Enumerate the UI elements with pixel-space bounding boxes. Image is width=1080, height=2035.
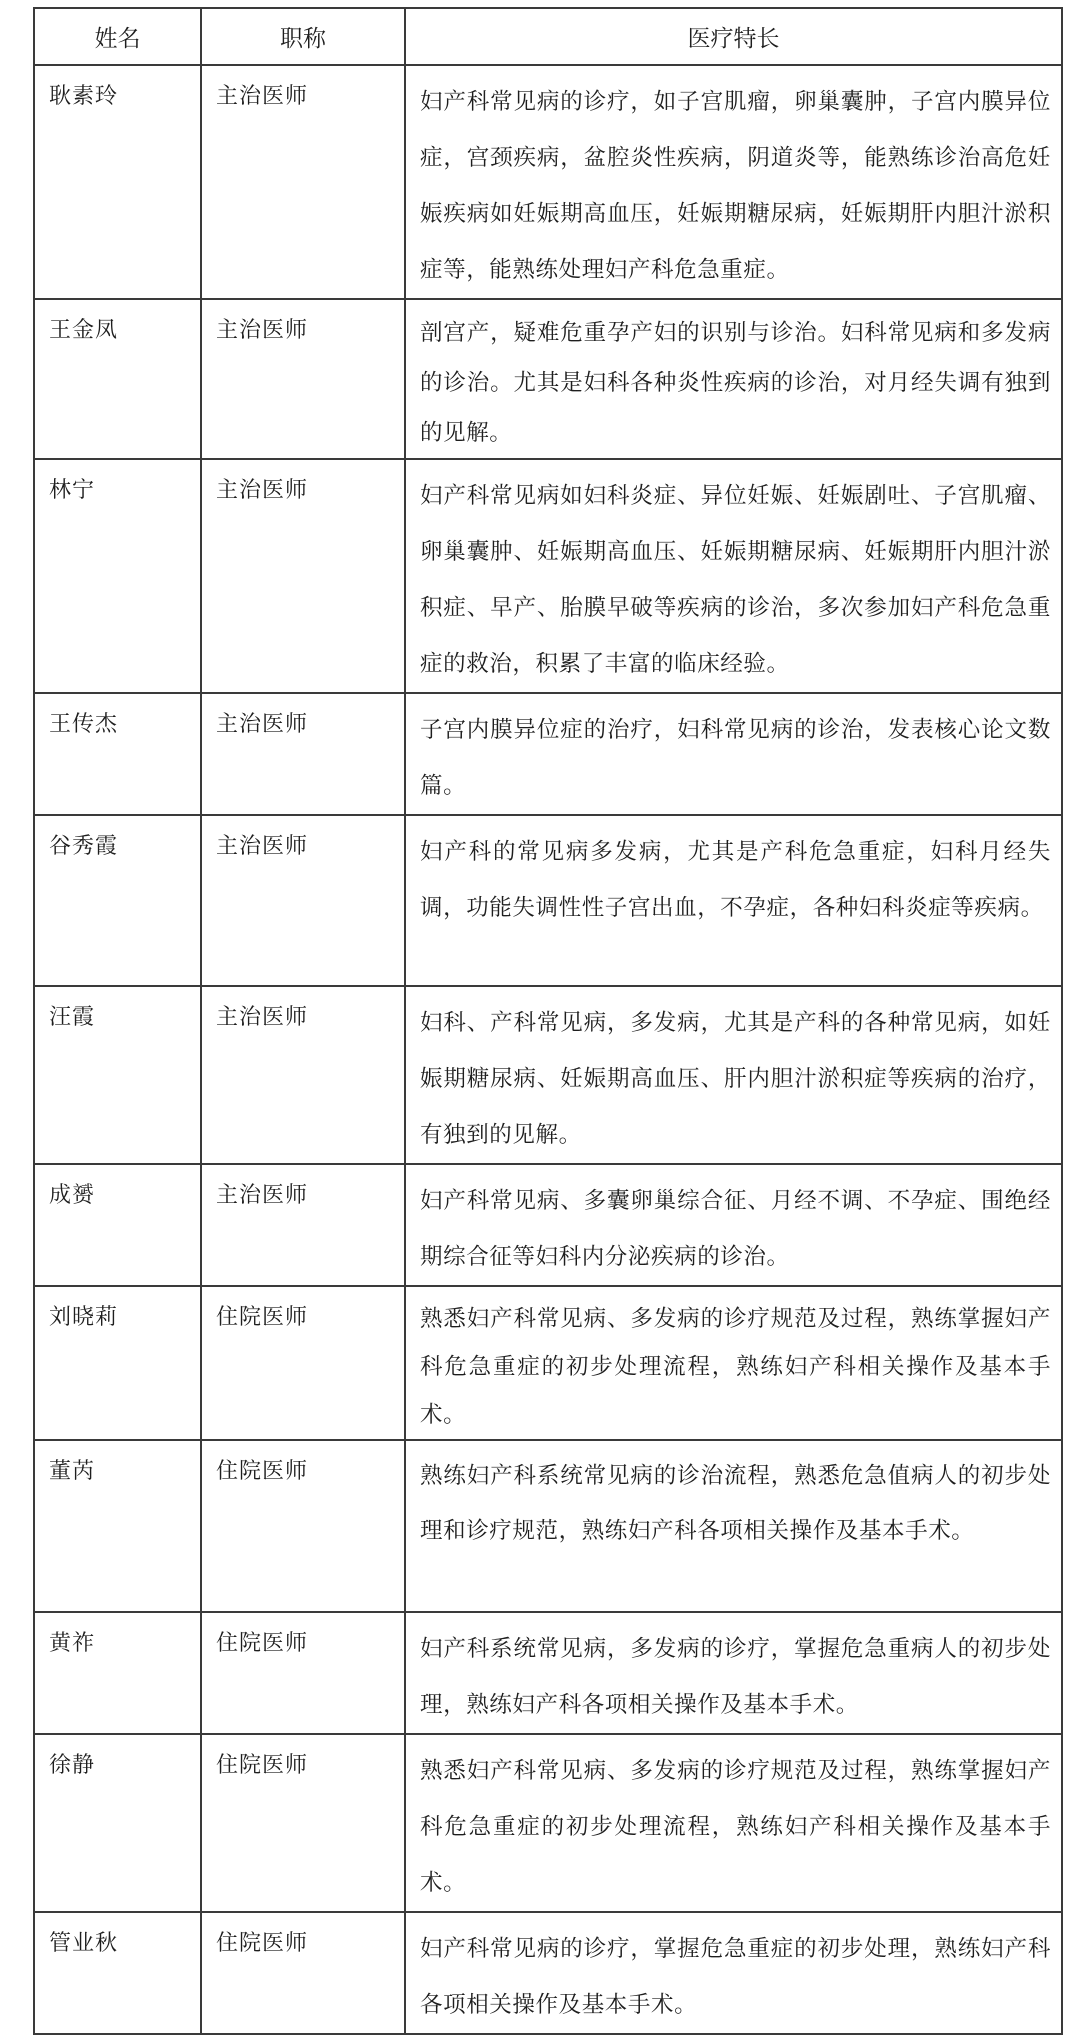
doctor-name: 耿素玲 xyxy=(34,65,201,299)
table-row xyxy=(34,1612,1062,1734)
doctor-title: 住院医师 xyxy=(201,1612,405,1734)
table-row xyxy=(34,65,1062,299)
doctor-specialty: 子宫内膜异位症的治疗，妇科常见病的诊治，发表核心论文数篇。 xyxy=(405,693,1062,815)
header-specialty: 医疗特长 xyxy=(405,8,1062,65)
doctor-specialty: 妇产科常见病的诊疗，如子宫肌瘤，卵巢囊肿，子宫内膜异位症，宫颈疾病，盆腔炎性疾病，阴道炎等，能熟练诊治高危妊娠疾病如妊娠期高血压，妊娠期糖尿病，妊娠期肝内胆汁淤积症等，能熟练处理妇产科危急重症。 xyxy=(405,65,1062,299)
doctor-title: 住院医师 xyxy=(201,1286,405,1440)
table-row xyxy=(34,1286,1062,1440)
table-row xyxy=(34,1164,1062,1286)
doctor-title: 主治医师 xyxy=(201,986,405,1164)
doctor-name: 刘晓莉 xyxy=(34,1286,201,1440)
doctor-name: 徐静 xyxy=(34,1734,201,1912)
doctor-name: 谷秀霞 xyxy=(34,815,201,986)
doctor-name: 董芮 xyxy=(34,1440,201,1612)
doctor-title: 主治医师 xyxy=(201,65,405,299)
table-row xyxy=(34,986,1062,1164)
table-row xyxy=(34,693,1062,815)
doctor-title: 主治医师 xyxy=(201,693,405,815)
doctor-name: 黄祚 xyxy=(34,1612,201,1734)
header-name: 姓名 xyxy=(34,8,201,65)
doctor-specialty: 熟悉妇产科常见病、多发病的诊疗规范及过程，熟练掌握妇产科危急重症的初步处理流程，熟练妇产科相关操作及基本手术。 xyxy=(405,1734,1062,1912)
header-title: 职称 xyxy=(201,8,405,65)
doctor-title: 住院医师 xyxy=(201,1734,405,1912)
doctor-name: 林宁 xyxy=(34,459,201,693)
doctor-name: 王传杰 xyxy=(34,693,201,815)
table-header-row xyxy=(34,8,1062,65)
doctor-specialty: 妇产科常见病的诊疗，掌握危急重症的初步处理，熟练妇产科各项相关操作及基本手术。 xyxy=(405,1912,1062,2034)
doctor-name: 管业秋 xyxy=(34,1912,201,2034)
doctor-name: 成赟 xyxy=(34,1164,201,1286)
doctor-title: 主治医师 xyxy=(201,299,405,459)
doctor-specialty-table xyxy=(33,7,1063,2035)
doctor-title: 住院医师 xyxy=(201,1912,405,2034)
table-row xyxy=(34,1734,1062,1912)
table-row xyxy=(34,299,1062,459)
doctor-specialty: 妇产科常见病如妇科炎症、异位妊娠、妊娠剧吐、子宫肌瘤、卵巢囊肿、妊娠期高血压、妊娠期糖尿病、妊娠期肝内胆汁淤积症、早产、胎膜早破等疾病的诊治，多次参加妇产科危急重症的救治，积累了丰富的临床经验。 xyxy=(405,459,1062,693)
doctor-name: 汪霞 xyxy=(34,986,201,1164)
table-row xyxy=(34,1912,1062,2034)
table-row xyxy=(34,459,1062,693)
doctor-specialty: 妇产科的常见病多发病，尤其是产科危急重症，妇科月经失调，功能失调性性子宫出血，不孕症，各种妇科炎症等疾病。 xyxy=(405,815,1062,986)
doctor-title: 住院医师 xyxy=(201,1440,405,1612)
table-row xyxy=(34,1440,1062,1612)
doctor-title: 主治医师 xyxy=(201,1164,405,1286)
table-row xyxy=(34,815,1062,986)
doctor-specialty: 妇产科系统常见病，多发病的诊疗，掌握危急重病人的初步处理，熟练妇产科各项相关操作及基本手术。 xyxy=(405,1612,1062,1734)
doctor-specialty: 妇科、产科常见病，多发病，尤其是产科的各种常见病，如妊娠期糖尿病、妊娠期高血压、肝内胆汁淤积症等疾病的治疗，有独到的见解。 xyxy=(405,986,1062,1164)
doctor-specialty: 妇产科常见病、多囊卵巢综合征、月经不调、不孕症、围绝经期综合征等妇科内分泌疾病的诊治。 xyxy=(405,1164,1062,1286)
doctor-specialty: 剖宫产，疑难危重孕产妇的识别与诊治。妇科常见病和多发病的诊治。尤其是妇科各种炎性疾病的诊治，对月经失调有独到的见解。 xyxy=(405,299,1062,459)
doctor-title: 主治医师 xyxy=(201,815,405,986)
doctor-specialty: 熟练妇产科系统常见病的诊治流程，熟悉危急值病人的初步处理和诊疗规范，熟练妇产科各项相关操作及基本手术。 xyxy=(405,1440,1062,1612)
doctor-specialty: 熟悉妇产科常见病、多发病的诊疗规范及过程，熟练掌握妇产科危急重症的初步处理流程，熟练妇产科相关操作及基本手术。 xyxy=(405,1286,1062,1440)
doctor-title: 主治医师 xyxy=(201,459,405,693)
doctor-name: 王金凤 xyxy=(34,299,201,459)
